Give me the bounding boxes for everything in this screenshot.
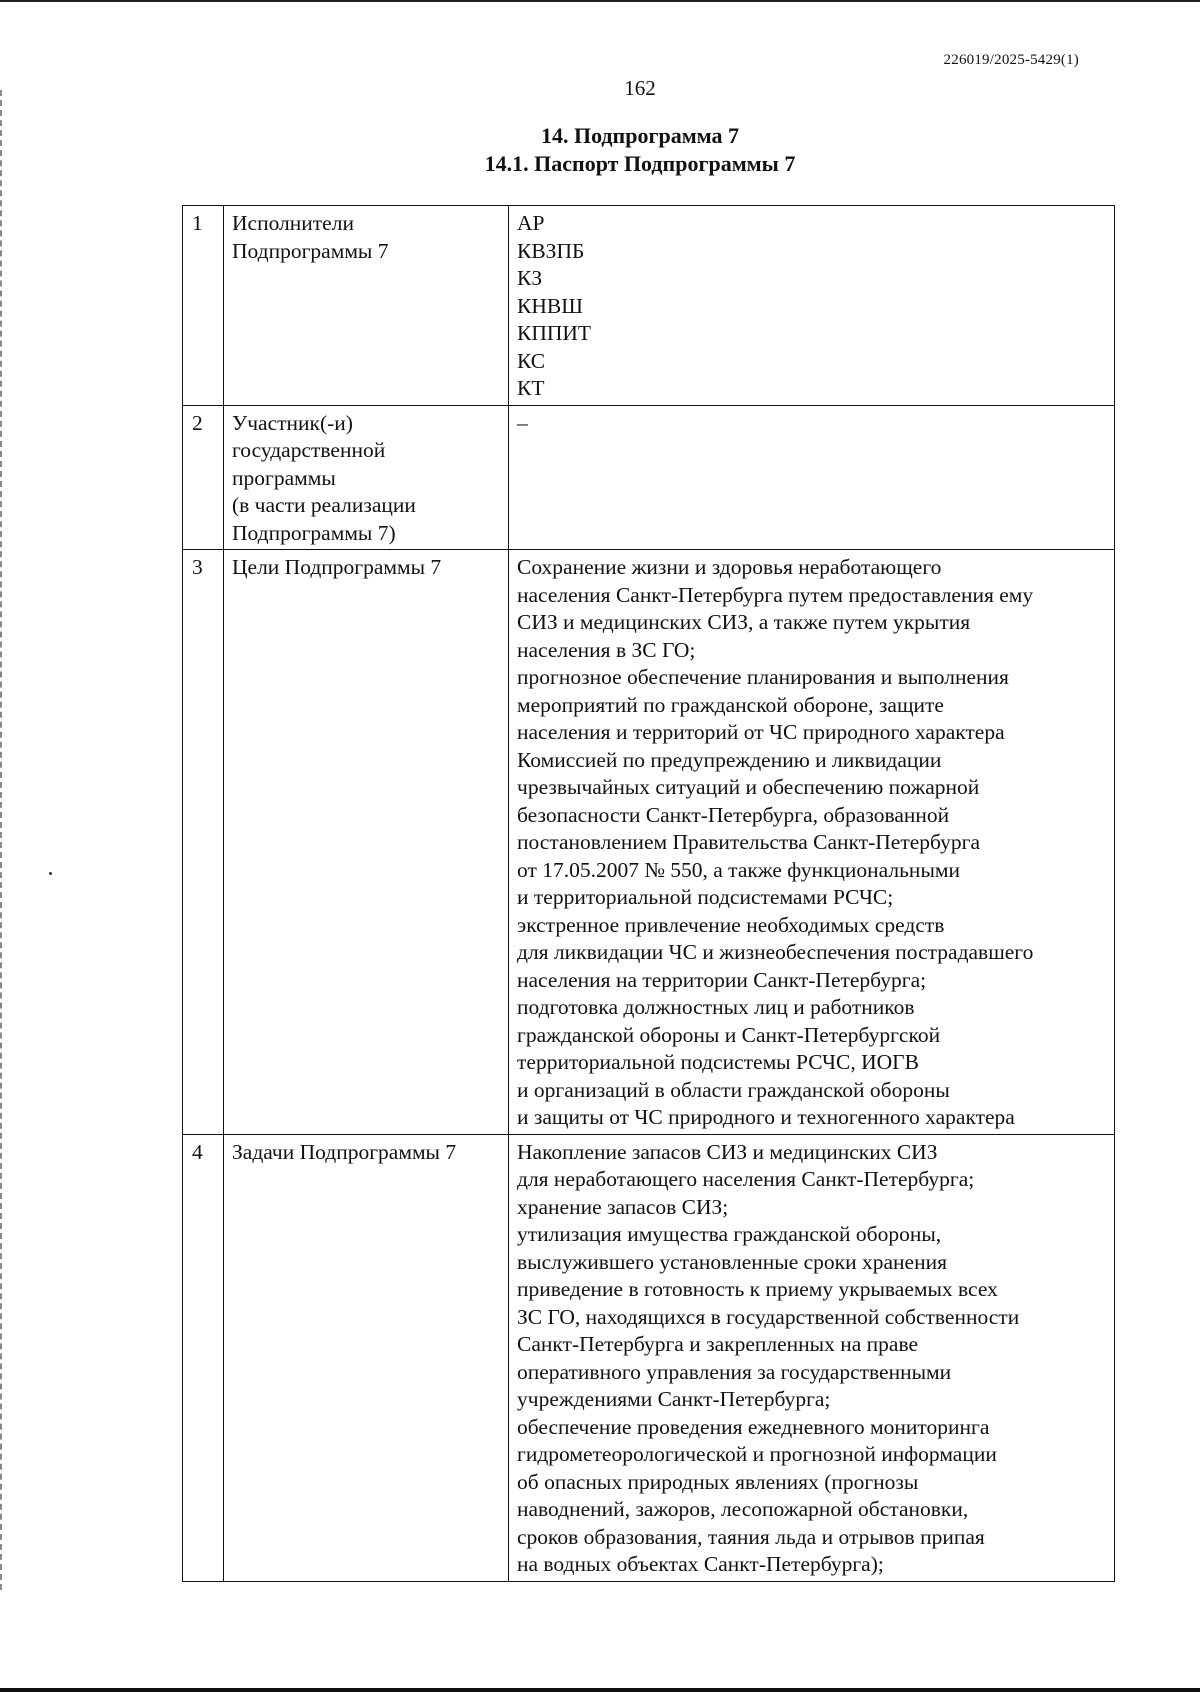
label-line: Задачи Подпрограммы 7 bbox=[232, 1139, 457, 1164]
table-row bbox=[183, 206, 1115, 406]
document-id: 226019/2025-5429(1) bbox=[943, 52, 1079, 68]
label-line: Подпрограммы 7) bbox=[232, 520, 396, 545]
row-number: 3 bbox=[183, 550, 224, 1135]
value-line: КВЗПБ bbox=[517, 238, 585, 263]
value-line: СИЗ и медицинских СИЗ, а также путем укрытия bbox=[517, 610, 971, 634]
row-value bbox=[509, 405, 1115, 550]
value-line: наводнений, зажоров, лесопожарной обстановки, bbox=[517, 1497, 969, 1521]
table-row bbox=[183, 550, 1115, 1135]
table-row bbox=[183, 405, 1115, 550]
value-line: – bbox=[517, 410, 528, 435]
value-line: Сохранение жизни и здоровья неработающего bbox=[517, 555, 942, 579]
row-value bbox=[509, 550, 1115, 1135]
value-line: населения Санкт-Петербурга путем предоставления ему bbox=[517, 582, 1034, 607]
label-line: государственной bbox=[232, 438, 386, 462]
value-line: об опасных природных явлениях (прогнозы bbox=[517, 1469, 919, 1494]
value-line: постановлением Правительства Санкт-Петербурга bbox=[517, 830, 980, 854]
label-line: Цели Подпрограммы 7 bbox=[232, 555, 442, 579]
passport-table bbox=[182, 205, 1115, 1582]
section-subtitle: 14.1. Паспорт Подпрограммы 7 bbox=[484, 151, 796, 176]
row-label bbox=[224, 1134, 509, 1581]
value-line: учреждениями Санкт-Петербурга; bbox=[517, 1387, 831, 1411]
page-number: 162 bbox=[624, 76, 656, 100]
scan-speck bbox=[49, 872, 52, 875]
value-line: для неработающего населения Санкт-Петербурга; bbox=[517, 1167, 975, 1191]
table-row bbox=[183, 1134, 1115, 1581]
label-line: (в части реализации bbox=[232, 493, 416, 517]
row-number: 1 bbox=[183, 206, 224, 406]
label-line: Участник(-и) bbox=[232, 410, 353, 435]
row-value bbox=[509, 1134, 1115, 1581]
row-number: 2 bbox=[183, 405, 224, 550]
value-line: КС bbox=[517, 348, 546, 373]
label-line: Подпрограммы 7 bbox=[232, 238, 389, 263]
row-value bbox=[509, 206, 1115, 406]
value-line: хранение запасов СИЗ; bbox=[517, 1194, 729, 1219]
scan-left-edge bbox=[0, 90, 4, 1590]
value-line: прогнозное обеспечение планирования и выполнения bbox=[517, 665, 1009, 689]
value-line: для ликвидации ЧС и жизнеобеспечения пострадавшего bbox=[517, 940, 1034, 964]
value-line: и территориальной подсистемами РСЧС; bbox=[517, 885, 894, 909]
value-line: обеспечение проведения ежедневного мониторинга bbox=[517, 1414, 990, 1439]
value-line: выслужившего установленные сроки хранения bbox=[517, 1249, 947, 1274]
row-label bbox=[224, 550, 509, 1135]
value-line: территориальной подсистемы РСЧС, ИОГВ bbox=[517, 1050, 919, 1074]
scan-bottom-border bbox=[0, 1688, 1200, 1692]
value-line: сроков образования, таяния льда и отрывов припая bbox=[517, 1524, 985, 1549]
value-line: ЗС ГО, находящихся в государственной собственности bbox=[517, 1304, 1020, 1329]
value-line: и организаций в области гражданской обороны bbox=[517, 1077, 950, 1102]
value-line: гражданской обороны и Санкт-Петербургской bbox=[517, 1022, 941, 1047]
value-line: чрезвычайных ситуаций и обеспечению пожарной bbox=[517, 775, 980, 799]
section-title: 14. Подпрограмма 7 bbox=[540, 123, 740, 148]
value-line: и защиты от ЧС природного и техногенного характера bbox=[517, 1105, 1015, 1129]
value-line: населения в ЗС ГО; bbox=[517, 637, 696, 662]
value-line: Накопление запасов СИЗ и медицинских СИЗ bbox=[517, 1139, 938, 1164]
row-number: 4 bbox=[183, 1134, 224, 1581]
value-line: населения на территории Санкт-Петербурга; bbox=[517, 967, 927, 992]
value-line: приведение в готовность к приему укрываемых всех bbox=[517, 1277, 998, 1301]
value-line: КТ bbox=[517, 376, 545, 400]
value-line: АР bbox=[517, 211, 545, 235]
value-line: подготовка должностных лиц и работников bbox=[517, 995, 915, 1019]
value-line: экстренное привлечение необходимых средств bbox=[517, 912, 945, 937]
label-line: Исполнители bbox=[232, 211, 354, 235]
value-line: от 17.05.2007 № 550, а также функциональными bbox=[517, 857, 960, 882]
scan-top-border bbox=[0, 0, 1200, 2]
value-line: КНВШ bbox=[517, 293, 583, 318]
row-label bbox=[224, 405, 509, 550]
value-line: гидрометеорологической и прогнозной информации bbox=[517, 1442, 997, 1466]
value-line: Санкт-Петербурга и закрепленных на праве bbox=[517, 1332, 919, 1356]
value-line: населения и территорий от ЧС природного характера bbox=[517, 720, 1005, 744]
value-line: мероприятий по гражданской обороне, защите bbox=[517, 692, 944, 717]
value-line: КЗ bbox=[517, 266, 543, 290]
value-line: оперативного управления за государственными bbox=[517, 1359, 952, 1384]
value-line: Комиссией по предупреждению и ликвидации bbox=[517, 747, 942, 772]
value-line: безопасности Санкт-Петербурга, образованной bbox=[517, 802, 950, 827]
passport-table-body bbox=[183, 206, 1115, 1582]
value-line: утилизация имущества гражданской обороны, bbox=[517, 1222, 942, 1246]
value-line: на водных объектах Санкт-Петербурга); bbox=[517, 1552, 884, 1576]
label-line: программы bbox=[232, 465, 336, 490]
row-label bbox=[224, 206, 509, 406]
value-line: КППИТ bbox=[517, 321, 592, 345]
